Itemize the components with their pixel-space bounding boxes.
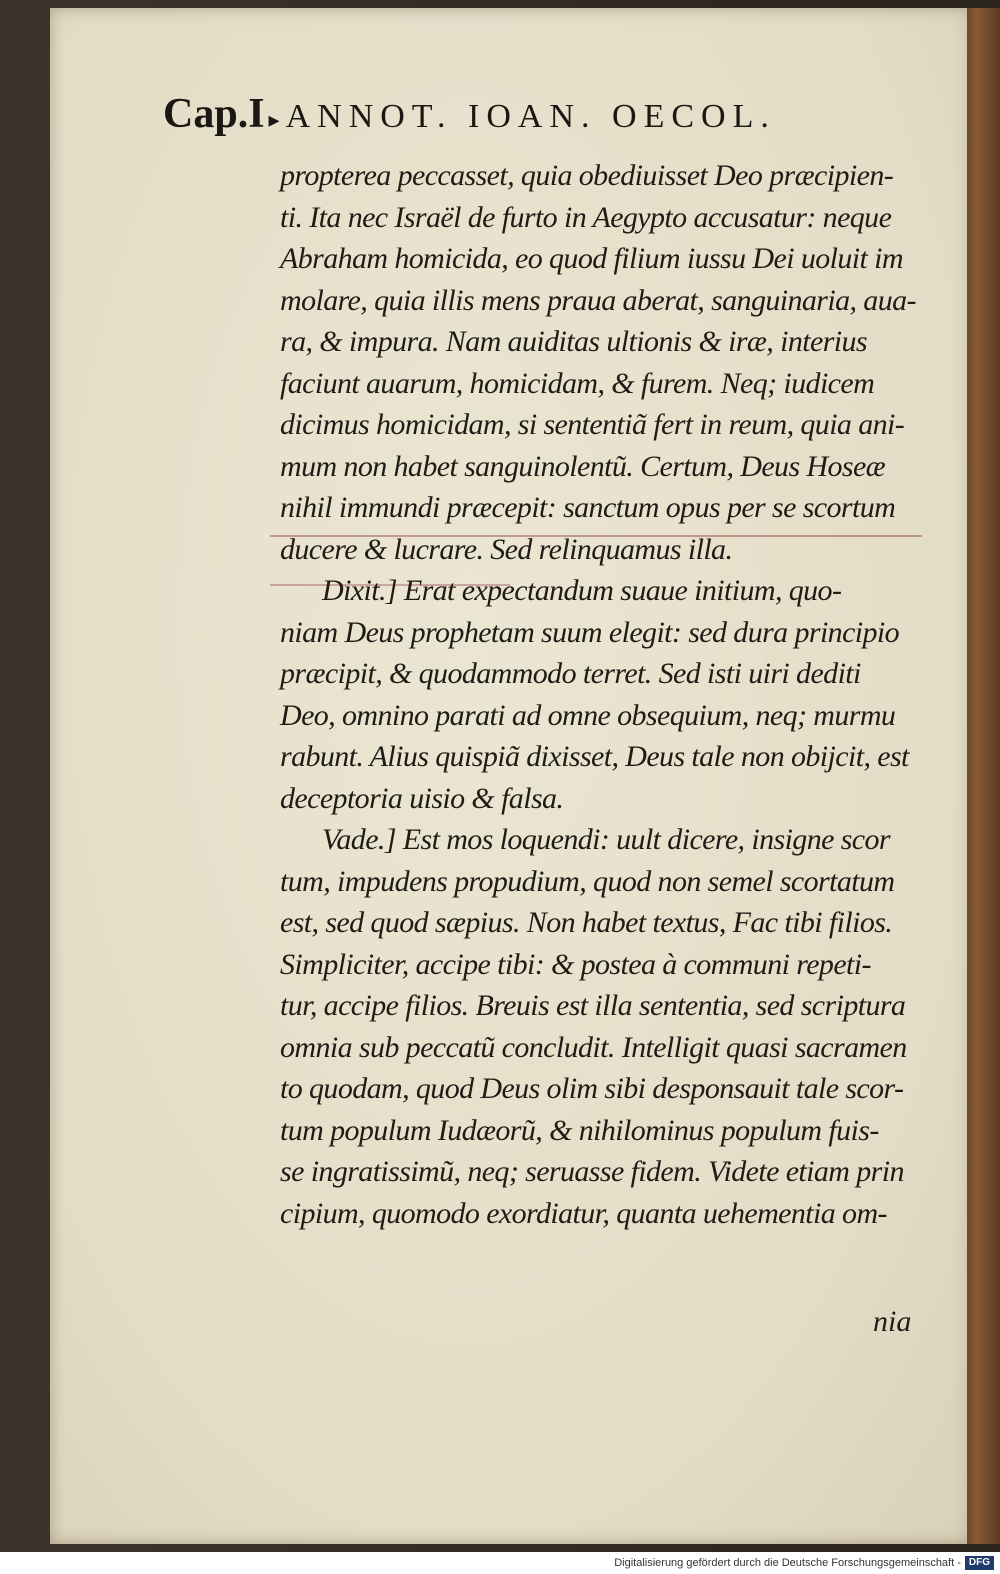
text-line: propterea peccasset, quia obediuisset Deo præcipien- (280, 159, 894, 192)
text-line: tum, impudens propudium, quod non semel scortatum (280, 864, 895, 898)
chapter-label: Cap.I (163, 91, 265, 137)
running-header (163, 90, 923, 150)
text-line: præcipit, & quodammodo terret. Sed isti uiri dediti (280, 657, 861, 690)
text-line: faciunt auarum, homicidam, & furem. Neq; iudicem (280, 366, 875, 400)
running-title: ANNOT. IOAN. OECOL. (285, 98, 776, 135)
dfg-logo: DFG (965, 1556, 994, 1570)
body-text (280, 155, 930, 1234)
text-line: Dixit.] Erat expectandum suaue initium, quo- (322, 574, 842, 607)
text-line: dicimus homicidam, si sententiã fert in reum, quia ani- (280, 408, 905, 441)
text-line: se ingratissimũ, neq; seruasse fidem. Videte etiam prin (280, 1155, 904, 1188)
text-line: Abraham homicida, eo quod filium iussu Dei uoluit im (280, 242, 903, 275)
header-separator: ▸ (268, 108, 280, 133)
text-line: ra, & impura. Nam auiditas ultionis & iræ, interius (280, 325, 867, 358)
text-line: mum non habet sanguinolentũ. Certum, Deus Hoseæ (280, 449, 886, 483)
digitization-footer (0, 1552, 1000, 1574)
text-line: tum populum Iudæorũ, & nihilominus populum fuis- (280, 1113, 879, 1147)
text-line: nihil immundi præcepit: sanctum opus per se scortum (280, 491, 896, 524)
footer-credit: Digitalisierung gefördert durch die Deutsche Forschungsgemeinschaft - (614, 1557, 961, 1569)
text-line: deceptoria uisio & falsa. (280, 781, 564, 815)
text-line: Vade.] Est mos loquendi: uult dicere, insigne scor (322, 823, 890, 856)
text-line: rabunt. Alius quispiã dixisset, Deus tale non obijcit, est (280, 740, 909, 773)
text-line: molare, quia illis mens praua aberat, sanguinaria, aua- (280, 283, 916, 317)
text-line: Simpliciter, accipe tibi: & postea à communi repeti- (280, 947, 871, 981)
text-line: tur, accipe filios. Breuis est illa sententia, sed scriptura (280, 989, 906, 1022)
text-line: omnia sub peccatũ concludit. Intelligit quasi sacramen (280, 1030, 907, 1064)
text-line: cipium, quomodo exordiatur, quanta uehementia om- (280, 1196, 887, 1230)
text-line: ducere & lucrare. Sed relinquamus illa. (280, 532, 733, 566)
catchword: nia (873, 1305, 912, 1338)
page-edge (967, 8, 1000, 1544)
text-line: to quodam, quod Deus olim sibi desponsauit tale scor- (280, 1072, 904, 1105)
text-line: ti. Ita nec Israël de furto in Aegypto accusatur: neque (280, 200, 892, 234)
text-line: est, sed quod sæpius. Non habet textus, Fac tibi filios. (280, 906, 893, 939)
text-line: niam Deus prophetam suum elegit: sed dura principio (280, 615, 900, 649)
text-line: Deo, omnino parati ad omne obsequium, neq; murmu (280, 698, 896, 732)
